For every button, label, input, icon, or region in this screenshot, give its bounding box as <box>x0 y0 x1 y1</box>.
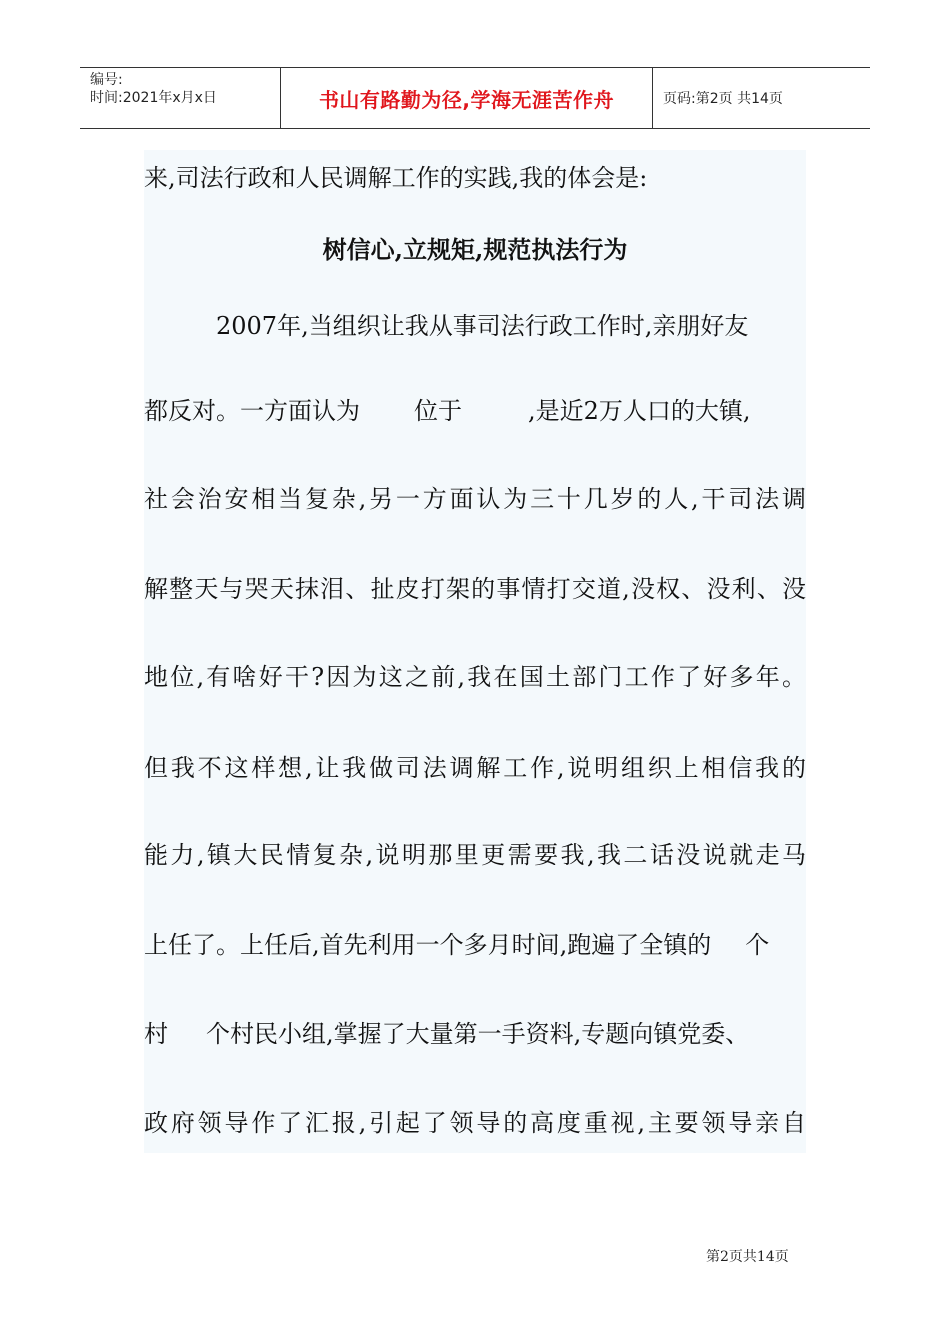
paragraph-line: 政府领导作了汇报,引起了领导的高度重视,主要领导亲自 <box>144 1109 806 1137</box>
line-segment: 个 <box>745 931 770 959</box>
line-segment: 村 <box>144 1020 168 1048</box>
paragraph-line: 能力,镇大民情复杂,说明那里更需要我,我二话没说就走马 <box>144 841 806 869</box>
paragraph-line: 解整天与哭天抹泪、扯皮打架的事情打交道,没权、没利、没 <box>144 575 806 603</box>
line-segment: ,是近2万人口的大镇, <box>528 397 751 425</box>
paragraph-line: 但我不这样想,让我做司法调解工作,说明组织上相信我的 <box>144 754 806 782</box>
document-date-label: 时间:2021年x月x日 <box>90 90 217 106</box>
paragraph-line <box>144 396 806 426</box>
header-info-cell <box>80 68 281 128</box>
paragraph-line <box>144 1019 806 1049</box>
line-segment: 上任了。上任后,首先利用一个多月时间,跑遍了全镇的 <box>144 931 712 959</box>
body-line-intro: 来,司法行政和人民调解工作的实践,我的体会是: <box>144 164 648 192</box>
paragraph-line <box>144 930 806 960</box>
paragraph-line: 社会治安相当复杂,另一方面认为三十几岁的人,干司法调 <box>144 485 806 513</box>
header-motto: 书山有路勤为径,学海无涯苦作舟 <box>281 68 653 128</box>
header-table <box>80 67 870 129</box>
footer-page-number: 第2页共14页 <box>706 1249 789 1265</box>
line-segment: 个村民小组,掌握了大量第一手资料,专题向镇党委、 <box>206 1020 750 1048</box>
section-heading: 树信心,立规矩,规范执法行为 <box>322 235 628 264</box>
header-page-label: 页码:第2页 共14页 <box>663 91 783 107</box>
document-number-label: 编号: <box>90 72 123 88</box>
line-segment: 位于 <box>414 397 462 425</box>
paragraph-line: 2007年,当组织让我从事司法行政工作时,亲朋好友 <box>216 312 749 340</box>
line-segment: 都反对。一方面认为 <box>144 397 360 425</box>
document-body <box>144 150 806 1153</box>
paragraph-line: 地位,有啥好干?因为这之前,我在国土部门工作了好多年。 <box>144 663 806 691</box>
